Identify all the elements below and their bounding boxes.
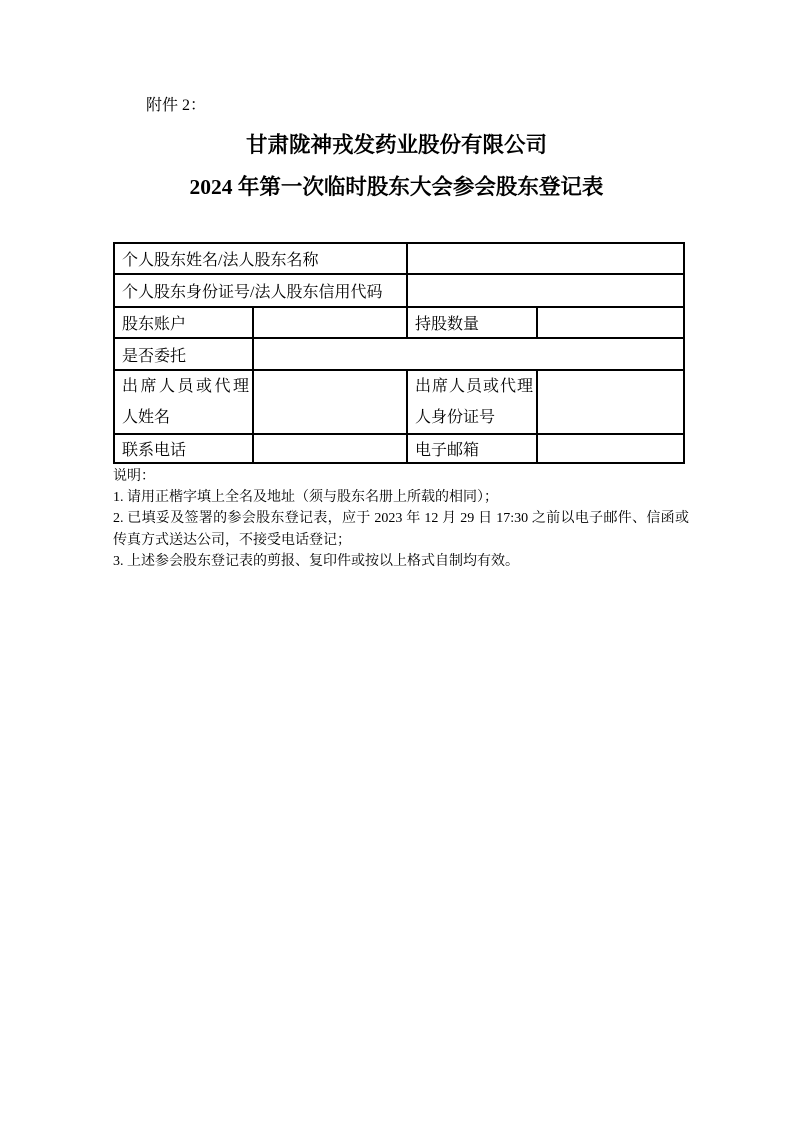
label-shareholder-account: 股东账户 xyxy=(114,307,253,338)
table-row xyxy=(114,434,684,463)
table-row xyxy=(114,338,684,370)
label-attendee-id-line1: 出席人员或代理 xyxy=(415,378,533,395)
table-row xyxy=(114,274,684,307)
input-attendee-name[interactable] xyxy=(253,370,407,434)
input-shareholder-id[interactable] xyxy=(407,274,684,307)
label-shareholder-id: 个人股东身份证号/法人股东信用代码 xyxy=(114,274,407,307)
label-contact-phone: 联系电话 xyxy=(114,434,253,463)
label-attendee-name xyxy=(114,370,253,434)
label-is-proxy: 是否委托 xyxy=(114,338,253,370)
table-row xyxy=(114,370,684,434)
note-item-1: 1. 请用正楷字填上全名及地址（须与股东名册上所载的相同）； xyxy=(113,490,498,506)
label-attendee-id-line2: 人身份证号 xyxy=(415,409,496,426)
label-attendee-name-line2: 人姓名 xyxy=(122,409,171,426)
table-row xyxy=(114,307,684,338)
notes-section xyxy=(113,466,689,572)
label-attendee-id xyxy=(407,370,537,434)
input-shares-held[interactable] xyxy=(537,307,684,338)
registration-table xyxy=(113,242,685,464)
input-email[interactable] xyxy=(537,434,684,463)
label-attendee-name-line1: 出席人员或代理 xyxy=(122,378,249,395)
input-contact-phone[interactable] xyxy=(253,434,407,463)
input-shareholder-account[interactable] xyxy=(253,307,407,338)
note-item-3: 3. 上述参会股东登记表的剪报、复印件或按以上格式自制均有效。 xyxy=(113,553,519,569)
note-item-2: 2. 已填妥及签署的参会股东登记表，应于 2023 年 12 月 29 日 17:30 之前以电子邮件、信函或传真方式送达公司，不接受电话登记； xyxy=(113,511,689,548)
input-attendee-id[interactable] xyxy=(537,370,684,434)
label-email: 电子邮箱 xyxy=(407,434,537,463)
label-shares-held: 持股数量 xyxy=(407,307,537,338)
company-title: 甘肃陇神戎发药业股份有限公司 xyxy=(245,133,547,157)
label-shareholder-name: 个人股东姓名/法人股东名称 xyxy=(114,243,407,274)
form-title: 2024 年第一次临时股东大会参会股东登记表 xyxy=(189,175,604,199)
table-row xyxy=(114,243,684,274)
attachment-label: 附件 2： xyxy=(146,97,207,114)
input-shareholder-name[interactable] xyxy=(407,243,684,274)
input-is-proxy[interactable] xyxy=(253,338,684,370)
notes-heading: 说明： xyxy=(113,469,155,484)
